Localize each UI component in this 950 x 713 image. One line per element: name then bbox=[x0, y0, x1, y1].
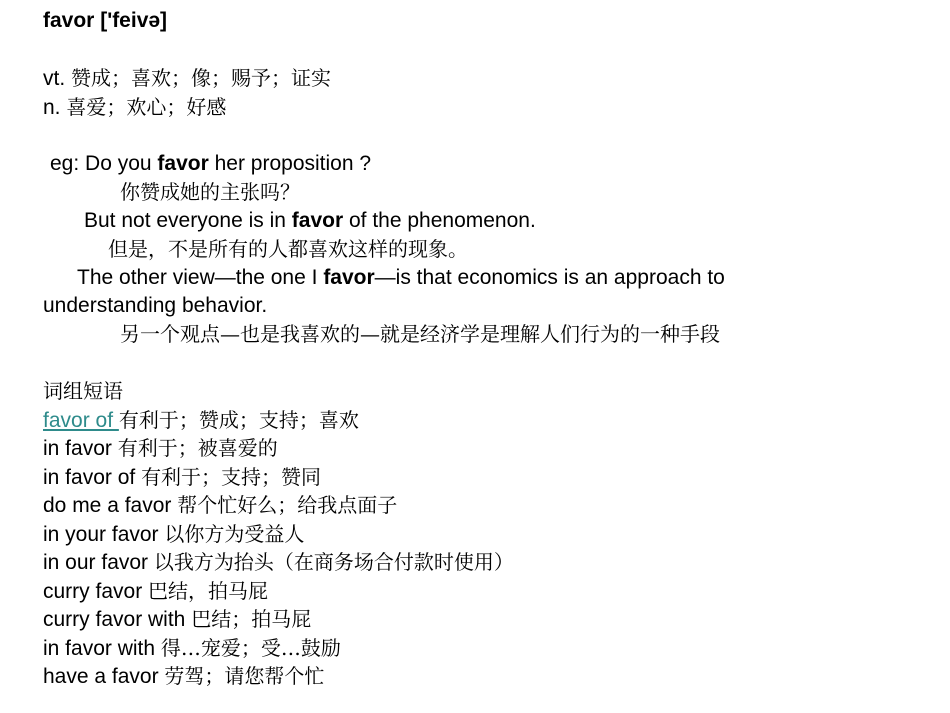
sentence-after: her proposition ? bbox=[208, 152, 372, 175]
definition-vt bbox=[43, 64, 331, 93]
phrase-meaning: 以我方为抬头（在商务场合付款时使用） bbox=[153, 550, 514, 574]
phrase-meaning: 帮个忙好么；给我点面子 bbox=[177, 493, 398, 517]
phrase-item bbox=[43, 662, 324, 691]
example-sentence bbox=[77, 264, 725, 292]
phrase-item bbox=[43, 605, 311, 634]
definition-n bbox=[43, 93, 226, 122]
phrase-item bbox=[43, 406, 359, 435]
phrase-text: in favor with bbox=[43, 637, 161, 660]
phrase-item bbox=[43, 463, 321, 492]
phrase-meaning: 巴结；拍马屁 bbox=[191, 607, 312, 631]
phrase-meaning: 以你方为受益人 bbox=[164, 522, 305, 546]
phrase-text: have a favor bbox=[43, 665, 165, 688]
phrase-meaning: 有利于；被喜爱的 bbox=[117, 436, 278, 460]
phrase-text: do me a favor bbox=[43, 494, 178, 517]
phrase-meaning: 有利于；支持；赞同 bbox=[141, 465, 322, 489]
sentence-before: But not everyone is in bbox=[84, 209, 292, 232]
phrase-meaning: 得…宠爱；受…鼓励 bbox=[160, 636, 341, 660]
headword-line bbox=[43, 7, 167, 35]
headword: favor bbox=[43, 9, 95, 32]
sentence-keyword: favor bbox=[323, 266, 375, 289]
definition-meaning: 赞成；喜欢；像；赐予；证实 bbox=[71, 66, 332, 90]
example-prefix: eg: bbox=[50, 152, 80, 175]
example-sentence bbox=[50, 150, 371, 178]
phrase-item bbox=[43, 634, 341, 663]
pos-label: vt. bbox=[43, 67, 66, 90]
phrase-item bbox=[43, 491, 397, 520]
example-sentence-continuation: understanding behavior. bbox=[43, 294, 268, 317]
phrase-text: in your favor bbox=[43, 523, 165, 546]
phrase-text: in favor of bbox=[43, 466, 142, 489]
phrase-item bbox=[43, 577, 268, 606]
example-translation: 但是，不是所有的人都喜欢这样的现象。 bbox=[108, 237, 468, 261]
phrases-heading: 词组短语 bbox=[43, 379, 123, 403]
example-translation: 另一个观点—也是我喜欢的—就是经济学是理解人们行为的一种手段 bbox=[120, 322, 720, 346]
phrase-text: curry favor with bbox=[43, 608, 192, 631]
sentence-keyword: favor bbox=[157, 152, 209, 175]
sentence-before: The other view—the one I bbox=[77, 266, 324, 289]
phrase-text: in favor bbox=[43, 437, 118, 460]
sentence-keyword: favor bbox=[291, 209, 344, 232]
phrase-link[interactable]: favor of bbox=[43, 409, 119, 432]
pos-label: n. bbox=[43, 96, 61, 119]
phrase-text: curry favor bbox=[43, 580, 149, 603]
phrase-meaning: 有利于；赞成；支持；喜欢 bbox=[118, 408, 359, 432]
sentence-before: Do you bbox=[85, 152, 158, 175]
phrase-text: in our favor bbox=[43, 551, 154, 574]
phrase-meaning: 巴结，拍马屁 bbox=[148, 579, 269, 603]
definition-meaning: 喜爱；欢心；好感 bbox=[66, 95, 227, 119]
phonetic: ['feivə] bbox=[100, 9, 168, 32]
sentence-after: —is that economics is an approach to bbox=[374, 266, 725, 289]
phrase-item bbox=[43, 434, 278, 463]
phrase-meaning: 劳驾；请您帮个忙 bbox=[164, 664, 325, 688]
example-sentence bbox=[84, 207, 536, 235]
phrase-item bbox=[43, 520, 304, 549]
phrase-item bbox=[43, 548, 514, 577]
example-translation: 你赞成她的主张吗？ bbox=[120, 180, 300, 204]
sentence-after: of the phenomenon. bbox=[343, 209, 536, 232]
